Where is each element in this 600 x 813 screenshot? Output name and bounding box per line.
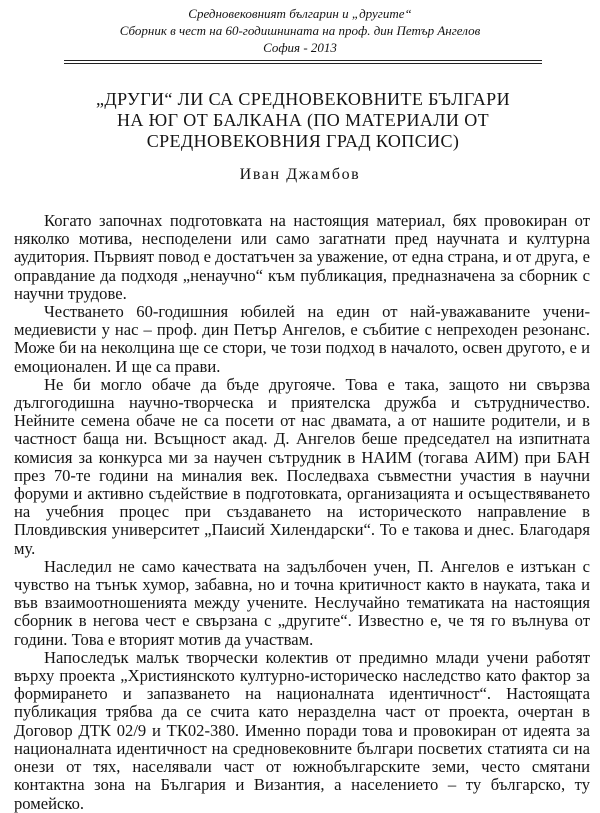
body-paragraph: Наследил не само качествата на задълбочен учен, П. Ангелов е изтъкан с чувство на тънък хумор, забавна, но и точна критичност както в науката, така и във взаимоотношенията между учените. Неслучайно тематиката на настоящия сборник в негова чест е свързана с „другите“. Известно е, че тя го вълнува от години. Това е вторият мотив да участвам. xyxy=(14,556,590,649)
header-collection-title: Средновековният българин и „другите“ xyxy=(188,6,412,21)
article-title-line: СРЕДНОВЕКОВНИЯ ГРАД КОПСИС) xyxy=(146,131,460,151)
header-place-year: София - 2013 xyxy=(263,40,337,55)
body-paragraph: Когато започнах подготовката на настоящия материал, бях провокиран от няколко мотива, несподелени или само загатнати пред научната и културна аудитория. Първият повод е достатъчен за уважение, от една страна, и от друга, е оправдание да подходя „ненаучно“ към публикация, предназначена за сборник с научни трудове. xyxy=(14,211,590,303)
body-paragraph: Честването 60-годишния юбилей на един от най-уважаваните учени-медиевисти у нас – проф. дин Петър Ангелов, е събитие с непреходен резонанс. Може би на неколцина ще се стори, че този подход в началото, освен другото, е и емоционален. И ще са прави. xyxy=(14,302,590,376)
header-dedication: Сборник в чест на 60-годишнината на проф. дин Петър Ангелов xyxy=(119,23,481,38)
article-title-line: „ДРУГИ“ ЛИ СА СРЕДНОВЕКОВНИТЕ БЪЛГАРИ xyxy=(96,89,510,109)
header-rule-bottom xyxy=(64,63,542,64)
body-paragraph: Не би могло обаче да бъде другояче. Това е така, защото ни свързва дългогодишна научно-творческа и приятелска дружба и сътрудничество. Нейните семена обаче не са посети от нас двамата, а от нашите родители, и в частност баща ни. Всъщност акад. Д. Ангелов беше председател на изпитната комисия за конкурса ми за научен сътрудник в НАИМ (тогава АИМ) при БАН през 70-те години на миналия век. Последваха съвместни участия в научни форуми и активно съдействие в подготовката, организацията и осъществяването на учебния процес при създаването на историческото направление в Пловдивския университет „Паисий Хилендарски“. То е такова и днес. Благодаря му. xyxy=(14,374,590,558)
article-author: Иван Джамбов xyxy=(239,166,361,183)
running-header xyxy=(0,5,600,56)
article-body xyxy=(14,212,590,813)
article-title xyxy=(60,89,546,152)
body-paragraph: Напоследък малък творчески колектив от предимно млади учени работят върху проекта „Християнското културно-историческо наследство като фактор за формирането и запазването на националната идентичност“. Настоящата публикация трябва да се счита като неразделна част от проекта, очертан в Договор ДТК 02/9 и ТК02-380. Именно поради това и провокиран от идеята за националната идентичност на средновековните българи посветих статията си на онези от тях, населявали част от южнобългарските земи, често смятани контактна зона на България и Византия, а населението – ту българско, ту ромейско. xyxy=(14,647,590,813)
header-rule-top xyxy=(64,60,542,61)
article-title-line: НА ЮГ ОТ БАЛКАНА (ПО МАТЕРИАЛИ ОТ xyxy=(116,110,490,130)
